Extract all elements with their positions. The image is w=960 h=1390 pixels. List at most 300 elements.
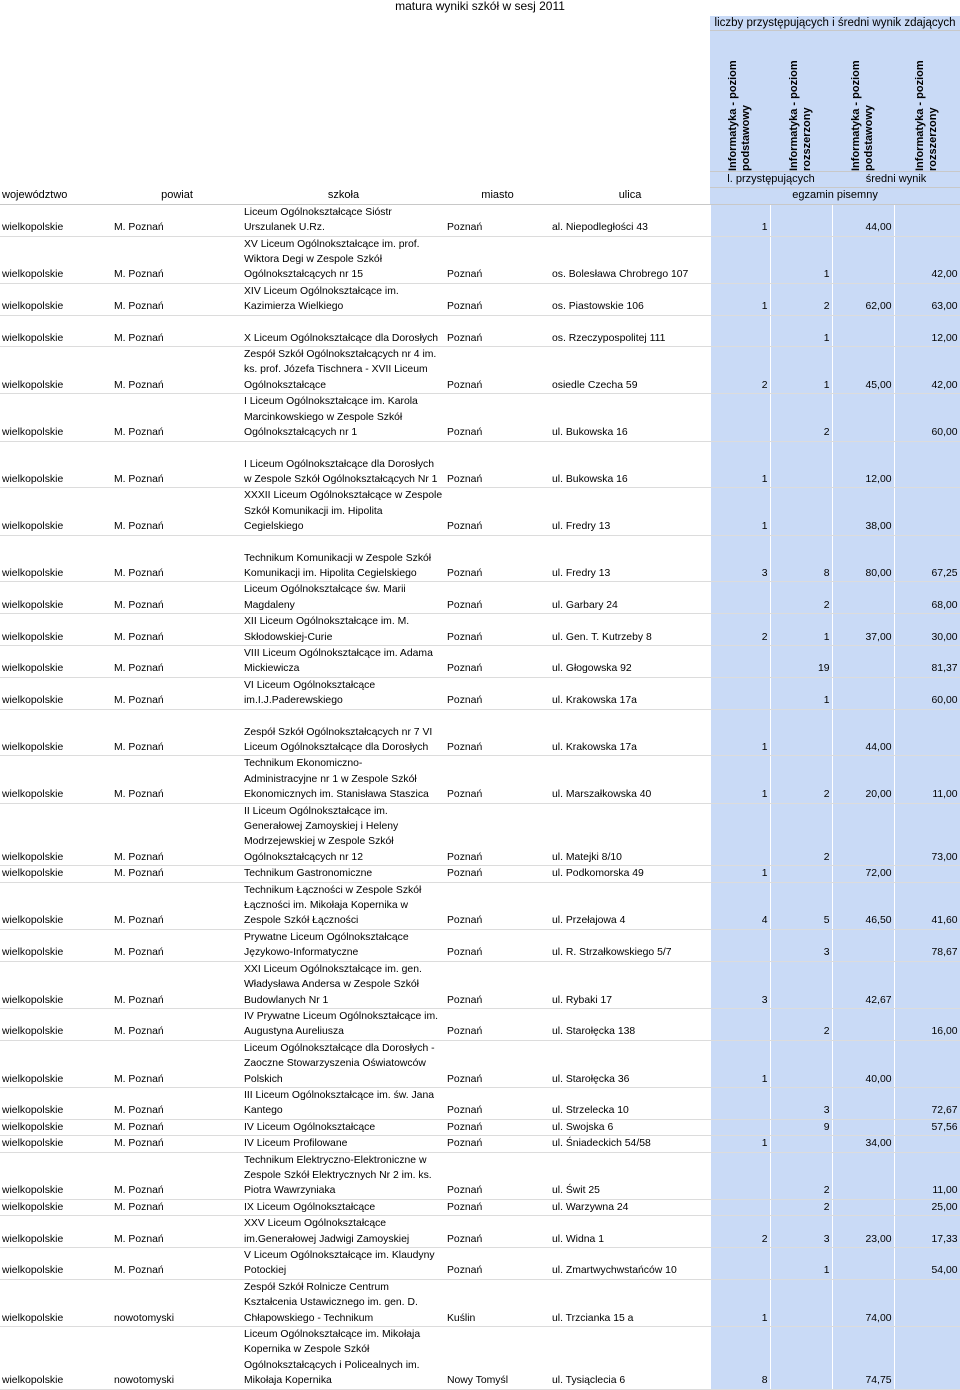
school-line: Kantego	[244, 1105, 283, 1117]
cell-participants-basic	[710, 1152, 770, 1199]
cell-mean-basic: 80,00	[832, 535, 894, 582]
cell-school	[242, 1216, 445, 1248]
cell-voivodeship: wielkopolskie	[0, 582, 112, 614]
cell-school	[242, 1040, 445, 1087]
school-line: Administracyjne nr 1 w Zespole Szkół	[244, 773, 417, 785]
cell-county: M. Poznań	[112, 315, 242, 346]
cell-participants-extended	[770, 441, 832, 488]
cell-city: Poznań	[445, 961, 550, 1008]
school-line: w Zespole Szkół Ogólnokształcących Nr 1	[244, 473, 438, 485]
cell-street: os. Piastowskie 106	[550, 283, 710, 315]
cell-city: Poznań	[445, 1008, 550, 1040]
cell-mean-basic	[832, 1119, 894, 1135]
cell-participants-basic	[710, 394, 770, 441]
cell-mean-extended: 54,00	[894, 1248, 960, 1280]
cell-city: Poznań	[445, 315, 550, 346]
cell-participants-basic: 3	[710, 535, 770, 582]
cell-street: ul. Swojska 6	[550, 1119, 710, 1135]
school-line: II Liceum Ogólnokształcące im.	[244, 805, 388, 817]
header-rotated-label: Informatyka - poziom rozszerzony	[914, 60, 940, 171]
cell-street: ul. Starołęcka 36	[550, 1040, 710, 1087]
table-row	[0, 1119, 960, 1135]
cell-county: M. Poznań	[112, 488, 242, 535]
cell-participants-basic: 2	[710, 614, 770, 646]
table-row	[0, 1087, 960, 1119]
table-row	[0, 929, 960, 961]
cell-mean-basic: 37,00	[832, 614, 894, 646]
cell-participants-extended	[770, 866, 832, 882]
cell-participants-basic: 2	[710, 1216, 770, 1248]
school-line: Skłodowskiej-Curie	[244, 631, 333, 643]
cell-voivodeship: wielkopolskie	[0, 614, 112, 646]
cell-participants-basic: 8	[710, 1327, 770, 1390]
school-line: Cegielskiego	[244, 521, 304, 533]
cell-voivodeship: wielkopolskie	[0, 709, 112, 756]
cell-city: Poznań	[445, 1248, 550, 1280]
cell-voivodeship: wielkopolskie	[0, 1040, 112, 1087]
cell-street: ul. Śniadeckich 54/58	[550, 1136, 710, 1152]
cell-participants-extended: 3	[770, 1216, 832, 1248]
school-line: Technikum Elektryczno-Elektroniczne w	[244, 1154, 427, 1166]
cell-voivodeship: wielkopolskie	[0, 488, 112, 535]
cell-participants-extended: 2	[770, 582, 832, 614]
cell-street: ul. Bukowska 16	[550, 441, 710, 488]
cell-mean-basic	[832, 677, 894, 709]
cell-city: Poznań	[445, 929, 550, 961]
cell-school	[242, 535, 445, 582]
cell-participants-basic	[710, 803, 770, 866]
col-street: ulica	[550, 188, 710, 204]
school-line: Budowlanych Nr 1	[244, 994, 329, 1006]
table-row	[0, 756, 960, 803]
header-rotated-label: Informatyka - poziom podstawowy	[727, 60, 753, 171]
cell-voivodeship: wielkopolskie	[0, 1327, 112, 1390]
cell-participants-extended: 1	[770, 1248, 832, 1280]
cell-street: ul. Warzywna 24	[550, 1199, 710, 1215]
cell-participants-extended: 2	[770, 1008, 832, 1040]
cell-voivodeship: wielkopolskie	[0, 1008, 112, 1040]
table-row	[0, 347, 960, 394]
cell-voivodeship: wielkopolskie	[0, 1119, 112, 1135]
school-line: XXI Liceum Ogólnokształcące im. gen.	[244, 963, 422, 975]
cell-mean-extended	[894, 1279, 960, 1326]
cell-mean-basic: 34,00	[832, 1136, 894, 1152]
cell-mean-basic: 23,00	[832, 1216, 894, 1248]
table-row	[0, 535, 960, 582]
cell-mean-basic: 38,00	[832, 488, 894, 535]
cell-mean-basic: 74,00	[832, 1279, 894, 1326]
cell-city: Poznań	[445, 756, 550, 803]
cell-school	[242, 347, 445, 394]
school-line: Marcinkowskiego w Zespole Szkół	[244, 411, 403, 423]
cell-mean-extended: 73,00	[894, 803, 960, 866]
cell-mean-basic	[832, 582, 894, 614]
table-row	[0, 677, 960, 709]
cell-participants-extended: 9	[770, 1119, 832, 1135]
cell-participants-extended: 2	[770, 1152, 832, 1199]
cell-street: ul. Podkomorska 49	[550, 866, 710, 882]
school-line: IV Prywatne Liceum Ogólnokształcące im.	[244, 1010, 439, 1022]
cell-mean-basic	[832, 645, 894, 677]
cell-voivodeship: wielkopolskie	[0, 315, 112, 346]
cell-participants-basic: 1	[710, 866, 770, 882]
cell-mean-extended: 67,25	[894, 535, 960, 582]
cell-participants-basic: 1	[710, 204, 770, 236]
col-county: powiat	[112, 188, 242, 204]
table-row	[0, 961, 960, 1008]
cell-participants-extended: 2	[770, 1199, 832, 1215]
cell-voivodeship: wielkopolskie	[0, 1216, 112, 1248]
cell-city: Kuślin	[445, 1279, 550, 1326]
cell-mean-extended: 60,00	[894, 677, 960, 709]
cell-participants-basic	[710, 645, 770, 677]
cell-participants-basic	[710, 1199, 770, 1215]
cell-mean-basic	[832, 315, 894, 346]
header-rotated-3	[832, 31, 894, 172]
cell-school	[242, 803, 445, 866]
cell-voivodeship: wielkopolskie	[0, 1087, 112, 1119]
cell-voivodeship: wielkopolskie	[0, 882, 112, 929]
cell-participants-extended: 1	[770, 236, 832, 283]
school-line: III Liceum Ogólnokształcące im. św. Jana	[244, 1089, 434, 1101]
cell-participants-basic	[710, 236, 770, 283]
cell-mean-basic	[832, 1199, 894, 1215]
school-line: Łączności im. Mikołaja Kopernika w	[244, 900, 409, 912]
cell-voivodeship: wielkopolskie	[0, 866, 112, 882]
table-row	[0, 1008, 960, 1040]
cell-participants-extended	[770, 1327, 832, 1390]
school-line: Zespół Szkół Ogólnokształcących nr 7 VI	[244, 726, 433, 738]
cell-school	[242, 582, 445, 614]
cell-city: Poznań	[445, 394, 550, 441]
cell-mean-extended	[894, 1136, 960, 1152]
cell-school	[242, 645, 445, 677]
table-row	[0, 1327, 960, 1390]
cell-county: M. Poznań	[112, 582, 242, 614]
cell-mean-basic	[832, 236, 894, 283]
cell-city: Poznań	[445, 582, 550, 614]
school-line: Liceum Ogólnokształcące Sióstr	[244, 206, 392, 218]
cell-county: M. Poznań	[112, 1119, 242, 1135]
cell-mean-extended: 16,00	[894, 1008, 960, 1040]
cell-mean-extended: 11,00	[894, 756, 960, 803]
cell-mean-extended: 57,56	[894, 1119, 960, 1135]
cell-county: M. Poznań	[112, 441, 242, 488]
school-line: Władysława Andersa w Zespole Szkół	[244, 979, 419, 991]
cell-city: Poznań	[445, 882, 550, 929]
cell-mean-basic: 20,00	[832, 756, 894, 803]
school-line: Chłapowskiego - Technikum	[244, 1312, 374, 1324]
school-line: Potockiej	[244, 1265, 287, 1277]
cell-school	[242, 677, 445, 709]
school-line: Mikołaja Kopernika	[244, 1375, 332, 1387]
cell-participants-extended	[770, 1040, 832, 1087]
table-row	[0, 1216, 960, 1248]
cell-participants-basic	[710, 1119, 770, 1135]
cell-street: ul. Matejki 8/10	[550, 803, 710, 866]
school-line: VIII Liceum Ogólnokształcące im. Adama	[244, 647, 433, 659]
cell-participants-extended: 19	[770, 645, 832, 677]
school-line: V Liceum Ogólnokształcące im. Klaudyny	[244, 1250, 435, 1261]
cell-mean-extended: 25,00	[894, 1199, 960, 1215]
cell-street: al. Niepodległości 43	[550, 204, 710, 236]
cell-participants-basic	[710, 1008, 770, 1040]
school-line: Liceum Ogólnokształcące św. Marii	[244, 584, 406, 596]
cell-mean-basic: 44,00	[832, 709, 894, 756]
cell-mean-extended: 63,00	[894, 283, 960, 315]
cell-county: M. Poznań	[112, 756, 242, 803]
table-row	[0, 709, 960, 756]
cell-street: ul. Głogowska 92	[550, 645, 710, 677]
school-line: im.I.J.Paderewskiego	[244, 695, 343, 707]
cell-school	[242, 756, 445, 803]
school-line: I Liceum Ogólnokształcące im. Karola	[244, 396, 418, 408]
cell-street: ul. Rybaki 17	[550, 961, 710, 1008]
table-row	[0, 645, 960, 677]
school-line	[244, 316, 443, 331]
cell-participants-basic: 1	[710, 1040, 770, 1087]
school-line: Ogólnokształcących i Policealnych im.	[244, 1359, 420, 1371]
table-row	[0, 441, 960, 488]
cell-county: M. Poznań	[112, 1152, 242, 1199]
cell-voivodeship: wielkopolskie	[0, 645, 112, 677]
cell-participants-basic: 1	[710, 756, 770, 803]
cell-street: ul. Przełajowa 4	[550, 882, 710, 929]
cell-city: Poznań	[445, 236, 550, 283]
cell-mean-extended	[894, 488, 960, 535]
cell-street: ul. Marszałkowska 40	[550, 756, 710, 803]
cell-street: ul. Fredry 13	[550, 488, 710, 535]
col-city: miasto	[445, 188, 550, 204]
cell-street: ul. R. Strzałkowskiego 5/7	[550, 929, 710, 961]
cell-mean-basic	[832, 929, 894, 961]
cell-voivodeship: wielkopolskie	[0, 283, 112, 315]
cell-street: ul. Krakowska 17a	[550, 677, 710, 709]
cell-mean-extended: 41,60	[894, 882, 960, 929]
cell-city: Poznań	[445, 1087, 550, 1119]
cell-participants-basic	[710, 1248, 770, 1280]
table-row	[0, 394, 960, 441]
cell-voivodeship: wielkopolskie	[0, 347, 112, 394]
cell-city: Poznań	[445, 535, 550, 582]
cell-county: nowotomyski	[112, 1279, 242, 1326]
cell-school	[242, 961, 445, 1008]
cell-county: M. Poznań	[112, 1136, 242, 1152]
cell-mean-extended: 42,00	[894, 347, 960, 394]
cell-county: M. Poznań	[112, 1248, 242, 1280]
school-line: Prywatne Liceum Ogólnokształcące	[244, 931, 409, 943]
cell-city: Nowy Tomyśl	[445, 1327, 550, 1390]
cell-street: os. Rzeczypospolitej 111	[550, 315, 710, 346]
cell-city: Poznań	[445, 347, 550, 394]
cell-participants-extended: 2	[770, 394, 832, 441]
school-line: IV Liceum Profilowane	[244, 1138, 348, 1150]
cell-participants-extended: 5	[770, 882, 832, 929]
cell-participants-extended: 1	[770, 677, 832, 709]
table-row	[0, 614, 960, 646]
cell-school	[242, 1119, 445, 1135]
cell-city: Poznań	[445, 614, 550, 646]
header-exam: egzamin pisemny	[710, 188, 960, 204]
school-line: Polskich	[244, 1073, 283, 1085]
cell-street: ul. Garbary 24	[550, 582, 710, 614]
cell-voivodeship: wielkopolskie	[0, 535, 112, 582]
school-line: Wiktora Degi w Zespole Szkół	[244, 254, 383, 266]
school-line: XXXII Liceum Ogólnokształcące w Zespole	[244, 490, 443, 502]
table-row	[0, 236, 960, 283]
cell-school	[242, 614, 445, 646]
cell-school	[242, 1008, 445, 1040]
header-rotated-label: Informatyka - poziom rozszerzony	[788, 60, 814, 171]
cell-voivodeship: wielkopolskie	[0, 394, 112, 441]
cell-county: M. Poznań	[112, 866, 242, 882]
cell-school	[242, 1248, 445, 1280]
cell-county: M. Poznań	[112, 1087, 242, 1119]
cell-participants-extended: 3	[770, 929, 832, 961]
results-table	[0, 16, 960, 1390]
cell-school	[242, 488, 445, 535]
cell-mean-basic: 72,00	[832, 866, 894, 882]
cell-school	[242, 283, 445, 315]
cell-school	[242, 1152, 445, 1199]
school-line: IX Liceum Ogólnokształcące	[244, 1201, 376, 1213]
cell-participants-extended: 2	[770, 283, 832, 315]
cell-street: ul. Świt 25	[550, 1152, 710, 1199]
cell-voivodeship: wielkopolskie	[0, 1248, 112, 1280]
cell-participants-extended: 2	[770, 756, 832, 803]
cell-participants-extended	[770, 204, 832, 236]
school-line: Komunikacji im. Hipolita Cegielskiego	[244, 567, 417, 579]
cell-county: M. Poznań	[112, 961, 242, 1008]
school-line: Językowo-Informatyczne	[244, 947, 359, 959]
cell-participants-extended	[770, 709, 832, 756]
table-row	[0, 582, 960, 614]
cell-county: M. Poznań	[112, 204, 242, 236]
cell-street: osiedle Czecha 59	[550, 347, 710, 394]
cell-mean-extended: 72,67	[894, 1087, 960, 1119]
school-line: Technikum Komunikacji w Zespole Szkół	[244, 552, 432, 564]
cell-school	[242, 882, 445, 929]
cell-school	[242, 929, 445, 961]
cell-mean-basic: 74,75	[832, 1327, 894, 1390]
cell-mean-extended	[894, 961, 960, 1008]
school-line: Ekonomicznych im. Stanisława Staszica	[244, 789, 429, 801]
school-line: Zespole Szkół Łączności	[244, 915, 359, 927]
cell-voivodeship: wielkopolskie	[0, 756, 112, 803]
cell-mean-extended: 30,00	[894, 614, 960, 646]
cell-street: ul. Trzcianka 15 a	[550, 1279, 710, 1326]
cell-participants-extended: 1	[770, 347, 832, 394]
cell-county: M. Poznań	[112, 283, 242, 315]
cell-participants-extended	[770, 961, 832, 1008]
school-line: Technikum Ekonomiczno-	[244, 758, 363, 770]
school-line: Mickiewicza	[244, 663, 300, 675]
cell-voivodeship: wielkopolskie	[0, 441, 112, 488]
cell-mean-basic	[832, 1087, 894, 1119]
cell-school	[242, 441, 445, 488]
school-line: Kopernika w Zespole Szkół	[244, 1344, 370, 1356]
cell-participants-extended: 2	[770, 803, 832, 866]
cell-mean-extended: 60,00	[894, 394, 960, 441]
cell-mean-basic: 42,67	[832, 961, 894, 1008]
cell-participants-basic: 3	[710, 961, 770, 1008]
cell-city: Poznań	[445, 488, 550, 535]
header-mean: średni wynik	[832, 172, 960, 188]
cell-mean-extended: 11,00	[894, 1152, 960, 1199]
cell-street: ul. Widna 1	[550, 1216, 710, 1248]
cell-participants-basic	[710, 929, 770, 961]
cell-participants-extended	[770, 488, 832, 535]
school-line: VI Liceum Ogólnokształcące	[244, 679, 376, 691]
cell-mean-basic: 12,00	[832, 441, 894, 488]
school-line: Piotra Wawrzyniaka	[244, 1185, 336, 1197]
cell-street: ul. Krakowska 17a	[550, 709, 710, 756]
school-line: Technikum Gastronomiczne	[244, 868, 373, 880]
table-row	[0, 315, 960, 346]
school-line: Liceum Ogólnokształcące dla Dorosłych	[244, 742, 429, 753]
cell-city: Poznań	[445, 1119, 550, 1135]
school-line	[244, 536, 443, 551]
cell-school	[242, 1136, 445, 1152]
school-line: Zespole Szkół Elektrycznych Nr 2 im. ks.	[244, 1169, 432, 1181]
school-line: Liceum Ogólnokształcące im. Mikołaja	[244, 1329, 421, 1341]
school-line: Ogólnokształcące	[244, 379, 327, 391]
cell-mean-extended	[894, 1327, 960, 1390]
header-rotated-1	[710, 31, 770, 172]
header-group: liczby przystępujących i średni wynik zdających	[710, 16, 960, 31]
school-line: Zespół Szkół Ogólnokształcących nr 4 im.	[244, 349, 437, 361]
cell-county: M. Poznań	[112, 1008, 242, 1040]
cell-city: Poznań	[445, 677, 550, 709]
cell-mean-extended: 12,00	[894, 315, 960, 346]
cell-city: Poznań	[445, 709, 550, 756]
cell-mean-extended: 78,67	[894, 929, 960, 961]
table-row	[0, 1199, 960, 1215]
school-line: IV Liceum Ogólnokształcące	[244, 1121, 376, 1133]
cell-city: Poznań	[445, 441, 550, 488]
cell-participants-basic: 1	[710, 1136, 770, 1152]
cell-voivodeship: wielkopolskie	[0, 1136, 112, 1152]
cell-city: Poznań	[445, 645, 550, 677]
table-row	[0, 1248, 960, 1280]
table-row	[0, 1279, 960, 1326]
cell-school	[242, 394, 445, 441]
col-school: szkoła	[242, 188, 445, 204]
school-line: XXV Liceum Ogólnokształcące	[244, 1218, 387, 1230]
cell-participants-basic: 4	[710, 882, 770, 929]
header-rotated-2	[770, 31, 832, 172]
school-line: Szkół Komunikacji im. Hipolita	[244, 505, 383, 517]
cell-mean-basic	[832, 1008, 894, 1040]
cell-voivodeship: wielkopolskie	[0, 1152, 112, 1199]
school-line	[244, 442, 443, 457]
school-line: XV Liceum Ogólnokształcące im. prof.	[244, 238, 420, 250]
cell-participants-basic	[710, 1087, 770, 1119]
cell-mean-basic: 46,50	[832, 882, 894, 929]
cell-mean-extended	[894, 441, 960, 488]
table-row	[0, 283, 960, 315]
cell-mean-basic	[832, 1248, 894, 1280]
cell-county: M. Poznań	[112, 929, 242, 961]
school-line: Augustyna Aureliusza	[244, 1026, 344, 1038]
cell-street: os. Bolesława Chrobrego 107	[550, 236, 710, 283]
cell-county: nowotomyski	[112, 1327, 242, 1390]
school-line: Ogólnokształcących nr 12	[244, 851, 363, 863]
cell-city: Poznań	[445, 1136, 550, 1152]
cell-mean-basic: 45,00	[832, 347, 894, 394]
cell-school	[242, 315, 445, 346]
cell-participants-extended: 8	[770, 535, 832, 582]
